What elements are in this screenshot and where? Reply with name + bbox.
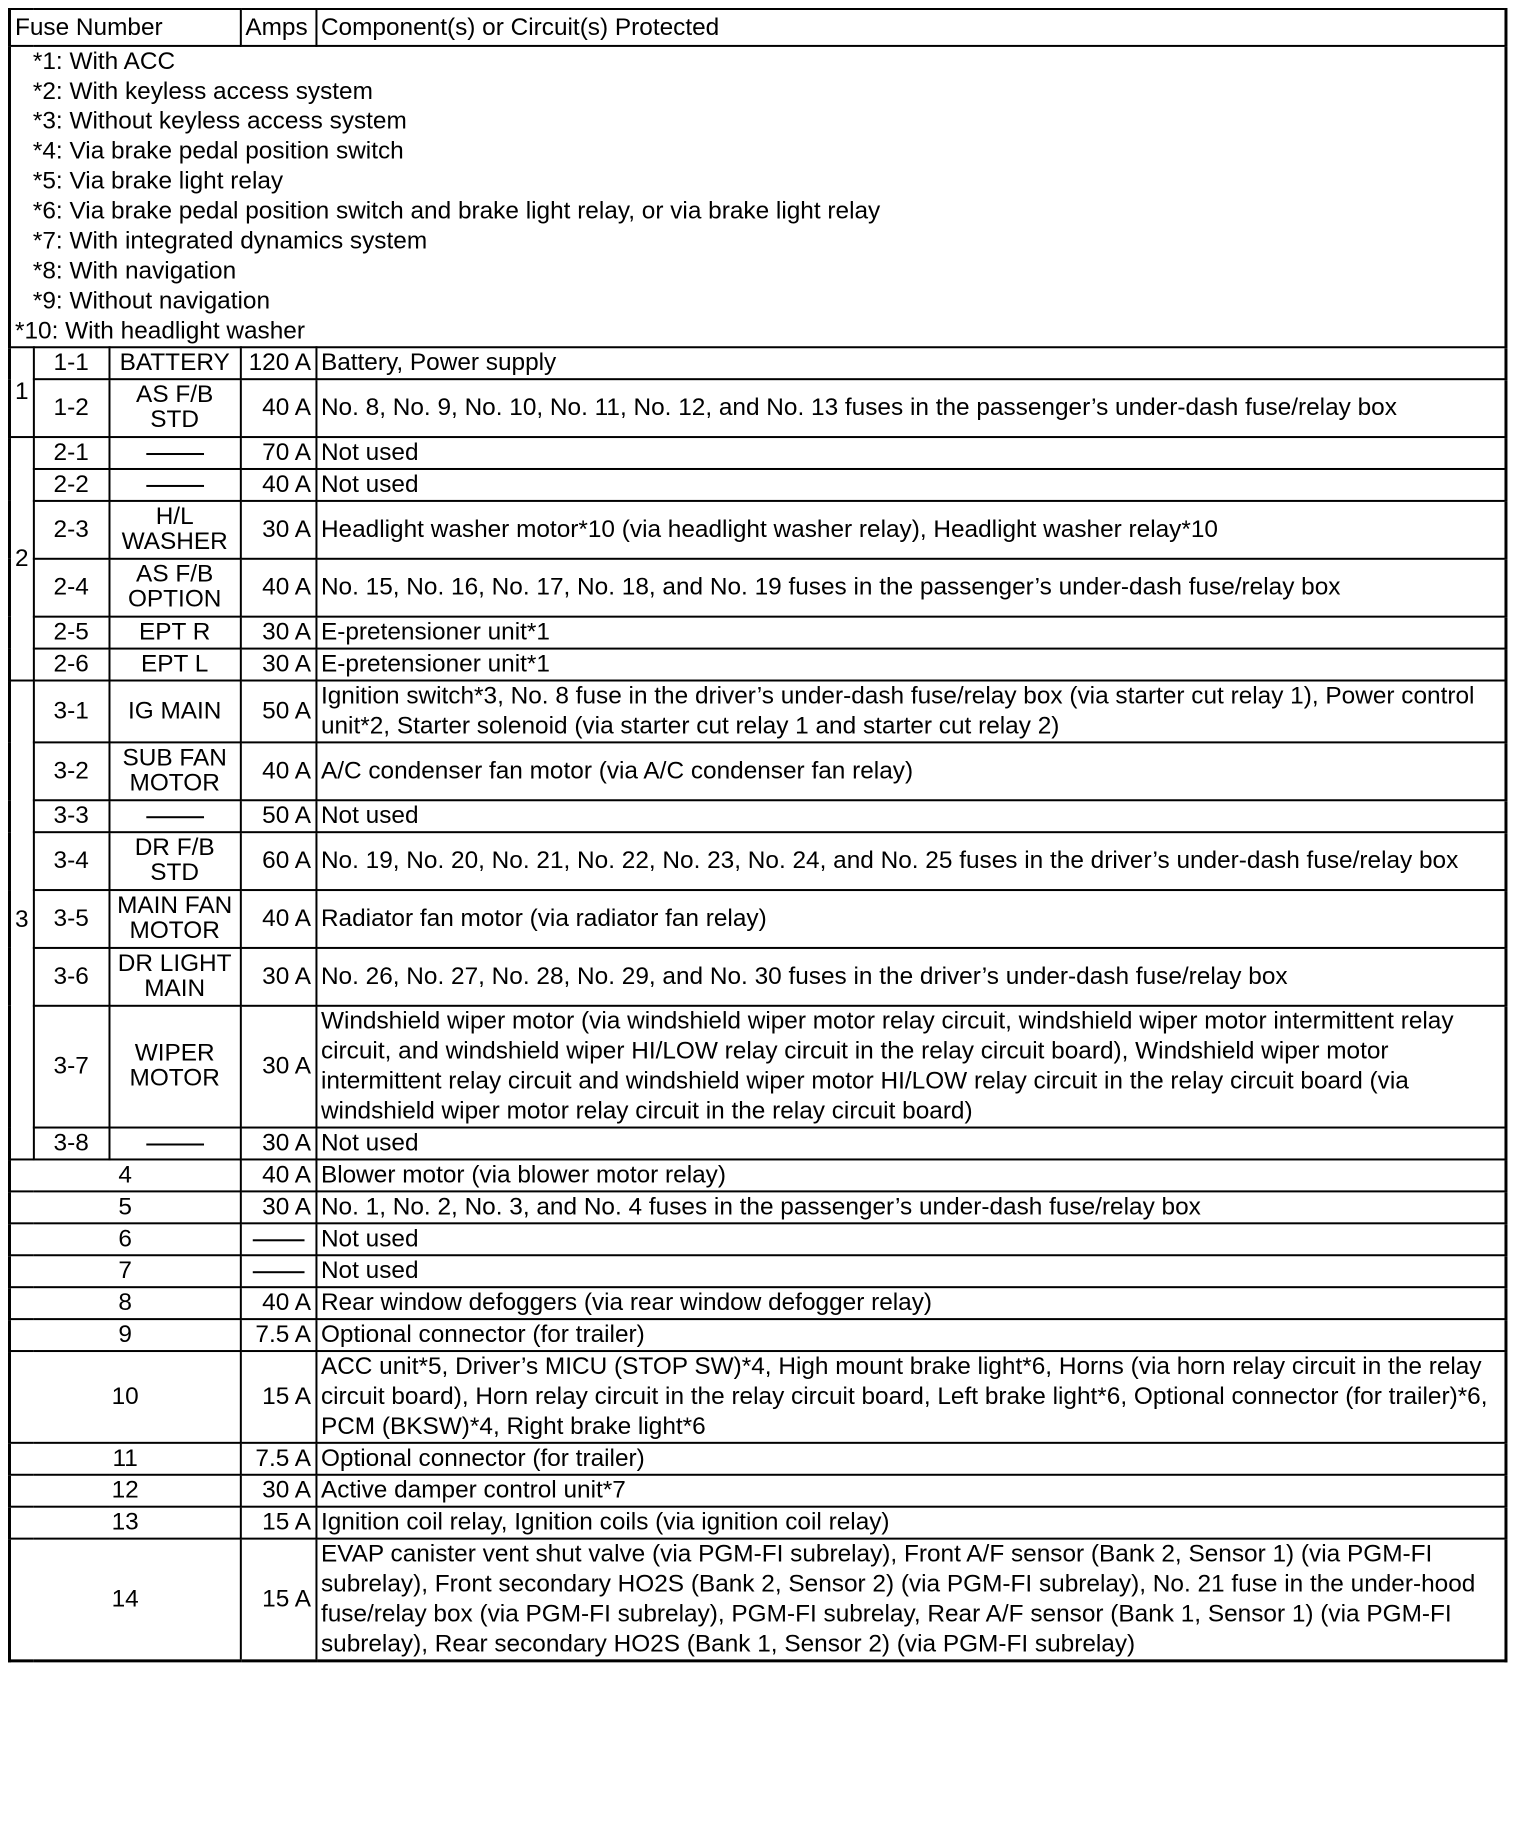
table-row bbox=[9, 1319, 1505, 1351]
fuse-number: 3-1 bbox=[33, 681, 109, 743]
fuse-number: 3-4 bbox=[33, 832, 109, 890]
fuse-number: 3-7 bbox=[33, 1006, 109, 1128]
fuse-label bbox=[109, 469, 240, 501]
fuse-amps-text: 40 A bbox=[262, 1161, 311, 1189]
fuse-amps: 40 A bbox=[240, 742, 316, 800]
footnote: *10: With headlight washer bbox=[14, 317, 305, 345]
fuse-description: Radiator fan motor (via radiator fan relay) bbox=[316, 890, 1506, 948]
fuse-number: 6 bbox=[9, 1223, 240, 1255]
fuse-number: 3-8 bbox=[33, 1128, 109, 1160]
fuse-description: Not used bbox=[316, 1223, 1506, 1255]
fuse-description: Windshield wiper motor (via windshield wiper motor relay circuit, windshield wiper motor intermittent relay circuit, and windshield wiper HI/LOW relay circuit in the relay circuit board), Windshield wiper motor intermittent relay circuit and windshield wiper motor HI/LOW relay circuit in the relay circuit board (via windshield wiper motor relay circuit in the relay circuit board) bbox=[316, 1006, 1506, 1128]
fuse-label bbox=[109, 800, 240, 832]
fuse-description: Blower motor (via blower motor relay) bbox=[316, 1159, 1506, 1191]
fuse-amps bbox=[240, 1351, 316, 1443]
fuse-table bbox=[8, 8, 1507, 1662]
fuse-number: 12 bbox=[9, 1475, 240, 1507]
table-row bbox=[9, 1351, 1505, 1443]
fuse-number: 5 bbox=[9, 1191, 240, 1223]
fuse-number: 1-1 bbox=[33, 347, 109, 379]
fuse-label bbox=[109, 1006, 240, 1128]
fuse-label-text: AS F/B STD bbox=[136, 380, 214, 433]
table-row bbox=[9, 800, 1505, 832]
fuse-amps-text: 15 A bbox=[262, 1382, 311, 1410]
fuse-description: No. 1, No. 2, No. 3, and No. 4 fuses in the passenger’s under-dash fuse/relay box bbox=[316, 1191, 1506, 1223]
fuse-number: 4 bbox=[9, 1159, 240, 1191]
fuse-description: Not used bbox=[316, 437, 1506, 469]
fuse-number: 3-6 bbox=[33, 948, 109, 1006]
fuse-description: No. 15, No. 16, No. 17, No. 18, and No. 19 fuses in the passenger’s under-dash fuse/relay box bbox=[316, 559, 1506, 617]
no-amps-dash bbox=[252, 1239, 304, 1241]
table-row bbox=[9, 890, 1505, 948]
fuse-description: Headlight washer motor*10 (via headlight washer relay), Headlight washer relay*10 bbox=[316, 501, 1506, 559]
fuse-label-text: IG MAIN bbox=[127, 697, 222, 725]
fuse-number: 2-4 bbox=[33, 559, 109, 617]
fuse-description: Optional connector (for trailer) bbox=[316, 1319, 1506, 1351]
fuse-number: 2-6 bbox=[33, 649, 109, 681]
fuse-label bbox=[109, 1128, 240, 1160]
footnote: *2: With keyless access system bbox=[32, 77, 373, 105]
not-used-dash bbox=[146, 816, 204, 818]
table-row bbox=[9, 1287, 1505, 1319]
fuse-number: 2-1 bbox=[33, 437, 109, 469]
group-number-2: 2 bbox=[9, 437, 33, 680]
fuse-number: 3-5 bbox=[33, 890, 109, 948]
fuse-amps bbox=[240, 1255, 316, 1287]
table-row bbox=[9, 649, 1505, 681]
fuse-amps bbox=[240, 1475, 316, 1507]
fuse-amps: 70 A bbox=[240, 437, 316, 469]
fuse-label bbox=[109, 742, 240, 800]
fuse-description: Not used bbox=[316, 1128, 1506, 1160]
grouped-fuses bbox=[9, 347, 1505, 1159]
table-row bbox=[9, 681, 1505, 743]
footnote: *8: With navigation bbox=[32, 257, 237, 285]
table-row bbox=[9, 1539, 1505, 1661]
footnotes bbox=[9, 46, 1505, 347]
fuse-amps: 30 A bbox=[240, 617, 316, 649]
footnote: *7: With integrated dynamics system bbox=[32, 227, 428, 255]
footnotes-row bbox=[9, 46, 1505, 347]
footnote: *4: Via brake pedal position switch bbox=[32, 137, 404, 165]
fuse-description: Battery, Power supply bbox=[316, 347, 1506, 379]
fuse-amps-text: 7.5 A bbox=[255, 1444, 311, 1472]
fuse-label-text: H/L WASHER bbox=[121, 502, 228, 555]
table-row bbox=[9, 1159, 1505, 1191]
fuse-label-text: BATTERY bbox=[119, 349, 230, 377]
fuse-amps-text: 40 A bbox=[262, 1289, 311, 1317]
table-row bbox=[9, 1006, 1505, 1128]
fuse-amps: 30 A bbox=[240, 501, 316, 559]
fuse-table-sheet bbox=[8, 8, 1504, 1818]
fuse-number: 2-3 bbox=[33, 501, 109, 559]
fuse-label bbox=[109, 948, 240, 1006]
table-row bbox=[9, 1443, 1505, 1475]
group-number-3: 3 bbox=[9, 681, 33, 1160]
fuse-description: Not used bbox=[316, 800, 1506, 832]
fuse-number: 13 bbox=[9, 1507, 240, 1539]
footnote: *6: Via brake pedal position switch and brake light relay, or via brake light relay bbox=[32, 197, 881, 225]
fuse-description: A/C condenser fan motor (via A/C condenser fan relay) bbox=[316, 742, 1506, 800]
fuse-label bbox=[109, 559, 240, 617]
fuse-description: Ignition coil relay, Ignition coils (via ignition coil relay) bbox=[316, 1507, 1506, 1539]
fuse-label-text: EPT R bbox=[138, 618, 211, 646]
fuse-amps: 30 A bbox=[240, 1006, 316, 1128]
fuse-amps: 40 A bbox=[240, 890, 316, 948]
fuse-amps: 30 A bbox=[240, 1128, 316, 1160]
fuse-label bbox=[109, 649, 240, 681]
fuse-description: Ignition switch*3, No. 8 fuse in the driver’s under-dash fuse/relay box (via starter cut relay 1), Power control unit*2, Starter solenoid (via starter cut relay 1 and starter cut relay 2) bbox=[316, 681, 1506, 743]
fuse-amps bbox=[240, 1319, 316, 1351]
fuse-amps-text: 30 A bbox=[262, 1476, 311, 1504]
table-row bbox=[9, 1191, 1505, 1223]
table-row bbox=[9, 379, 1505, 437]
fuse-amps-text: 15 A bbox=[262, 1508, 311, 1536]
fuse-number: 9 bbox=[9, 1319, 240, 1351]
table-row bbox=[9, 347, 1505, 379]
fuse-label bbox=[109, 501, 240, 559]
not-used-dash bbox=[146, 1143, 204, 1145]
fuse-description: No. 19, No. 20, No. 21, No. 22, No. 23, No. 24, and No. 25 fuses in the driver’s under-dash fuse/relay box bbox=[316, 832, 1506, 890]
fuse-amps: 60 A bbox=[240, 832, 316, 890]
fuse-amps bbox=[240, 1443, 316, 1475]
fuse-amps: 40 A bbox=[240, 559, 316, 617]
no-amps-dash bbox=[252, 1271, 304, 1273]
fuse-label-text: WIPER MOTOR bbox=[129, 1039, 220, 1092]
fuse-amps: 120 A bbox=[240, 347, 316, 379]
table-row bbox=[9, 1475, 1505, 1507]
fuse-number: 8 bbox=[9, 1287, 240, 1319]
table-row bbox=[9, 948, 1505, 1006]
fuse-amps-text: 7.5 A bbox=[255, 1321, 311, 1349]
table-row bbox=[9, 1128, 1505, 1160]
fuse-amps: 40 A bbox=[240, 379, 316, 437]
fuse-label bbox=[109, 890, 240, 948]
fuse-number: 11 bbox=[9, 1443, 240, 1475]
footnote: *9: Without navigation bbox=[32, 287, 271, 315]
fuse-number: 14 bbox=[9, 1539, 240, 1661]
header-amps: Amps bbox=[240, 9, 316, 46]
fuse-number: 7 bbox=[9, 1255, 240, 1287]
not-used-dash bbox=[146, 484, 204, 486]
fuse-amps-text: 15 A bbox=[262, 1585, 311, 1613]
fuse-label bbox=[109, 379, 240, 437]
group-number-1: 1 bbox=[9, 347, 33, 437]
header-components: Component(s) or Circuit(s) Protected bbox=[316, 9, 1506, 46]
fuse-label-text: SUB FAN MOTOR bbox=[122, 743, 227, 796]
fuse-amps: 30 A bbox=[240, 649, 316, 681]
fuse-amps bbox=[240, 1507, 316, 1539]
fuse-description: No. 26, No. 27, No. 28, No. 29, and No. 30 fuses in the driver’s under-dash fuse/relay box bbox=[316, 948, 1506, 1006]
fuse-description: E-pretensioner unit*1 bbox=[316, 617, 1506, 649]
fuse-description: ACC unit*5, Driver’s MICU (STOP SW)*4, High mount brake light*6, Horns (via horn relay circuit in the relay circuit board), Horn relay circuit in the relay circuit board, Left brake light*6, Optional connector (for trailer)*6, PCM (BKSW)*4, Right brake light*6 bbox=[316, 1351, 1506, 1443]
footnote: *3: Without keyless access system bbox=[32, 107, 407, 135]
fuse-amps bbox=[240, 1287, 316, 1319]
fuse-amps: 50 A bbox=[240, 800, 316, 832]
fuse-label bbox=[109, 681, 240, 743]
fuse-label bbox=[109, 347, 240, 379]
fuse-label-text: DR F/B STD bbox=[134, 833, 215, 886]
fuse-description: Optional connector (for trailer) bbox=[316, 1443, 1506, 1475]
fuse-description: No. 8, No. 9, No. 10, No. 11, No. 12, and No. 13 fuses in the passenger’s under-dash fuse/relay box bbox=[316, 379, 1506, 437]
fuse-label-text: DR LIGHT MAIN bbox=[117, 949, 232, 1002]
fuse-amps bbox=[240, 1539, 316, 1661]
fuse-number: 3-2 bbox=[33, 742, 109, 800]
footnote: *1: With ACC bbox=[32, 47, 176, 75]
fuse-description: Active damper control unit*7 bbox=[316, 1475, 1506, 1507]
fuse-amps bbox=[240, 1223, 316, 1255]
fuse-description: Not used bbox=[316, 1255, 1506, 1287]
single-fuses bbox=[9, 1159, 1505, 1660]
fuse-label bbox=[109, 617, 240, 649]
fuse-amps bbox=[240, 1159, 316, 1191]
table-row bbox=[9, 1507, 1505, 1539]
table-row bbox=[9, 501, 1505, 559]
table-row bbox=[9, 742, 1505, 800]
fuse-number: 3-3 bbox=[33, 800, 109, 832]
fuse-number: 2-2 bbox=[33, 469, 109, 501]
fuse-number: 2-5 bbox=[33, 617, 109, 649]
fuse-amps bbox=[240, 1191, 316, 1223]
table-header-row bbox=[9, 9, 1505, 46]
table-row bbox=[9, 832, 1505, 890]
fuse-description: E-pretensioner unit*1 bbox=[316, 649, 1506, 681]
table-row bbox=[9, 437, 1505, 469]
table-row bbox=[9, 1223, 1505, 1255]
fuse-label-text: MAIN FAN MOTOR bbox=[117, 891, 233, 944]
fuse-label-text: EPT L bbox=[141, 650, 209, 678]
fuse-label bbox=[109, 832, 240, 890]
footnote: *5: Via brake light relay bbox=[32, 167, 284, 195]
fuse-amps: 50 A bbox=[240, 681, 316, 743]
header-fuse-number: Fuse Number bbox=[9, 9, 240, 46]
fuse-amps: 40 A bbox=[240, 469, 316, 501]
table-row bbox=[9, 469, 1505, 501]
fuse-number: 10 bbox=[9, 1351, 240, 1443]
fuse-description: EVAP canister vent shut valve (via PGM-FI subrelay), Front A/F sensor (Bank 2, Sensor 1) (via PGM-FI subrelay), Front secondary HO2S (Bank 2, Sensor 2) (via PGM-FI subrelay), No. 21 fuse in the under-hood fuse/relay box (via PGM-FI subrelay), PGM-FI subrelay, Rear A/F sensor (Bank 1, Sensor 1) (via PGM-FI subrelay), Rear secondary HO2S (Bank 1, Sensor 2) (via PGM-FI subrelay) bbox=[316, 1539, 1506, 1661]
fuse-amps-text: 30 A bbox=[262, 1193, 311, 1221]
not-used-dash bbox=[146, 453, 204, 455]
fuse-amps: 30 A bbox=[240, 948, 316, 1006]
fuse-description: Not used bbox=[316, 469, 1506, 501]
table-row bbox=[9, 617, 1505, 649]
fuse-description: Rear window defoggers (via rear window defogger relay) bbox=[316, 1287, 1506, 1319]
fuse-number: 1-2 bbox=[33, 379, 109, 437]
table-row bbox=[9, 1255, 1505, 1287]
fuse-label-text: AS F/B OPTION bbox=[127, 560, 222, 613]
fuse-label bbox=[109, 437, 240, 469]
table-row bbox=[9, 559, 1505, 617]
